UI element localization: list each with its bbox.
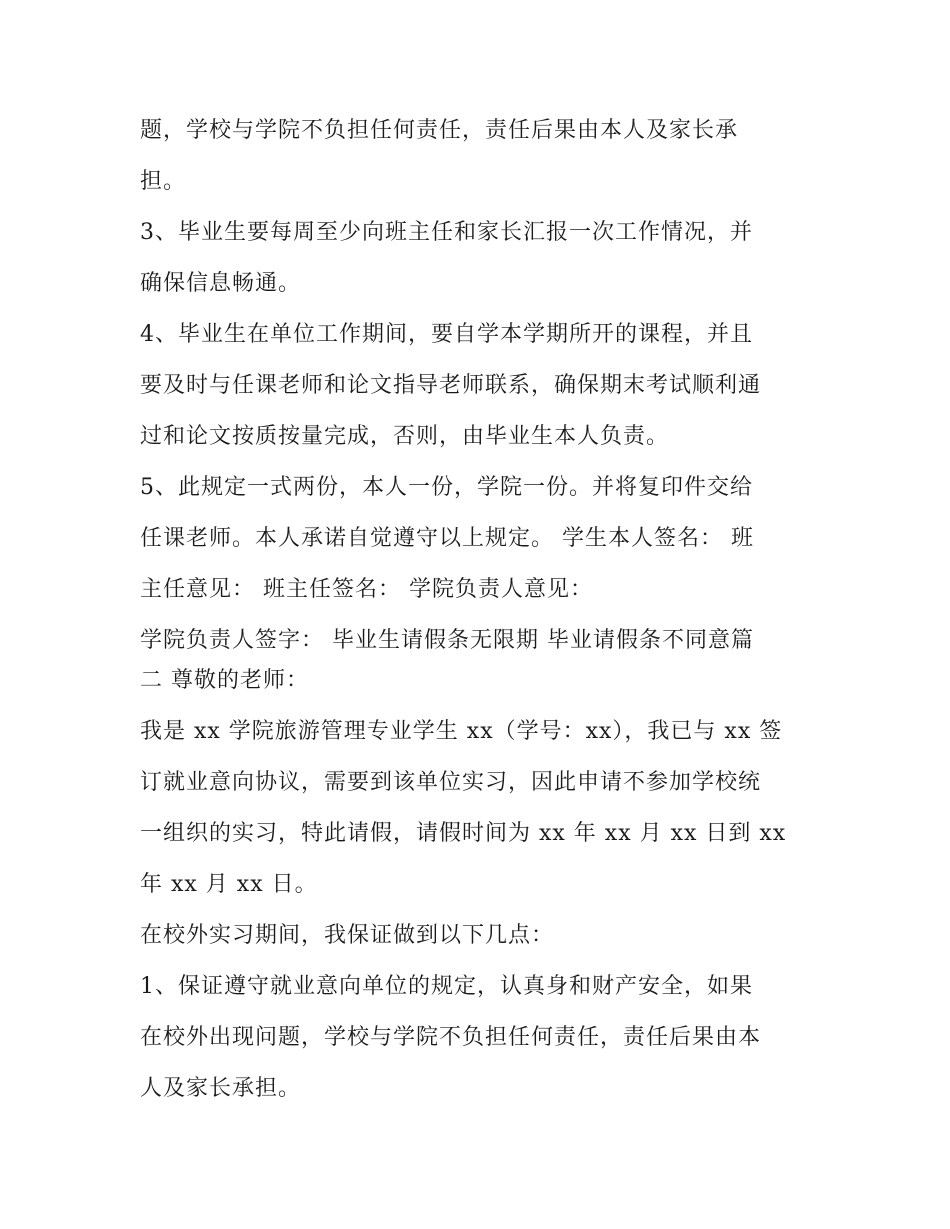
text-line: 年 xx 月 xx 日。 xyxy=(140,872,318,897)
text-line: 过和论文按质按量完成，否则，由毕业生本人负责。 xyxy=(140,424,670,449)
text-line: 订就业意向协议，需要到该单位实习，因此申请不参加学校统 xyxy=(140,770,762,795)
text-line: 要及时与任课老师和论文指导老师联系，确保期末考试顺利通 xyxy=(140,373,762,398)
text-line: 4、毕业生在单位工作期间，要自学本学期所开的课程，并且 xyxy=(140,322,753,347)
text-line: 5、此规定一式两份，本人一份，学院一份。并将复印件交给 xyxy=(140,475,753,500)
text-line: 3、毕业生要每周至少向班主任和家长汇报一次工作情况，并 xyxy=(140,220,753,245)
text-line: 主任意见： 班主任签名： 学院负责人意见： xyxy=(140,577,593,602)
text-line: 担。 xyxy=(140,169,187,194)
text-line: 在校外实习期间，我保证做到以下几点： xyxy=(140,923,555,948)
text-line: 任课老师。本人承诺自觉遵守以上规定。 学生本人签名： 班 xyxy=(140,526,754,551)
text-line: 一组织的实习，特此请假，请假时间为 xx 年 xx 月 xx 日到 xx xyxy=(140,821,787,846)
document-body xyxy=(140,112,820,1121)
text-line: 人及家长承担。 xyxy=(140,1076,302,1101)
text-line: 在校外出现问题，学校与学院不负担任何责任，责任后果由本 xyxy=(140,1025,762,1050)
text-line: 1、保证遵守就业意向单位的规定，认真身和财产安全，如果 xyxy=(140,974,753,999)
text-line: 学院负责人签字： 毕业生请假条无限期 毕业请假条不同意篇 xyxy=(140,628,754,653)
text-line: 我是 xx 学院旅游管理专业学生 xx（学号：xx），我已与 xx 签 xyxy=(140,719,783,744)
text-line: 确保信息畅通。 xyxy=(140,271,302,296)
text-line: 题，学校与学院不负担任何责任，责任后果由本人及家长承 xyxy=(140,118,739,143)
text-line: 二 尊敬的老师： xyxy=(140,668,309,693)
